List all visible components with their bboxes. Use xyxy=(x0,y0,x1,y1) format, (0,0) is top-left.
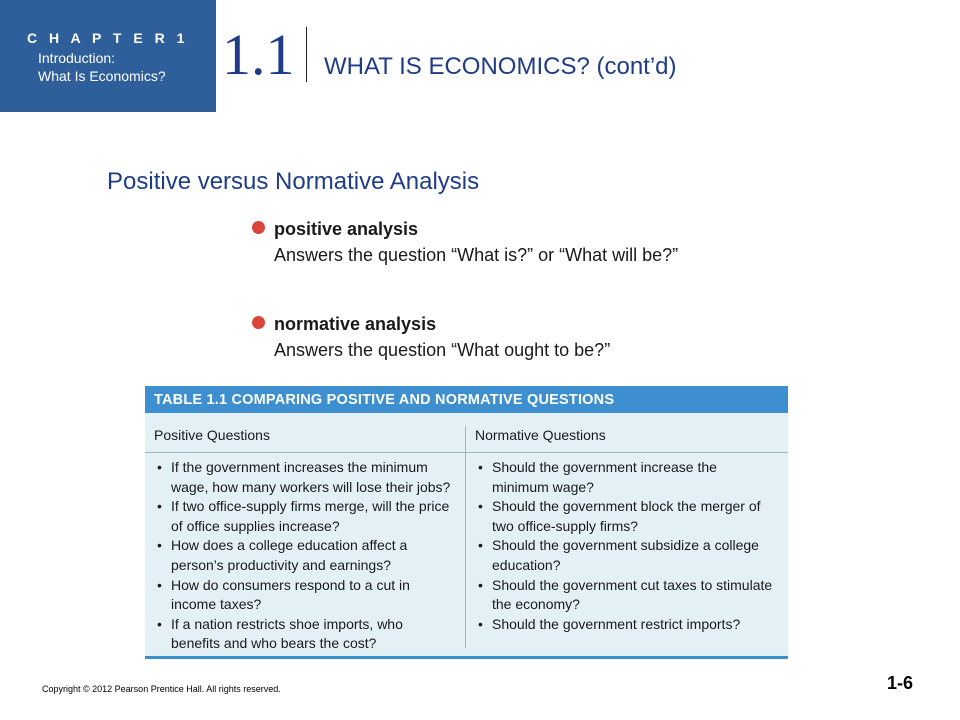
subheading: Positive versus Normative Analysis xyxy=(107,168,480,195)
list-item: • Should the government increase the minimum wage? xyxy=(475,458,775,497)
list-item: • Should the government cut taxes to stimulate the economy? xyxy=(475,576,775,615)
bullet-dot-icon xyxy=(252,221,265,234)
positive-questions-list xyxy=(154,458,454,654)
column-divider xyxy=(465,426,466,648)
chapter-subtitle-line-1: Introduction: xyxy=(38,50,116,66)
header-rule xyxy=(145,452,788,453)
table-title: TABLE 1.1 COMPARING POSITIVE AND NORMATIVE QUESTIONS xyxy=(154,392,615,408)
column-header-normative: Normative Questions xyxy=(475,427,606,443)
copyright-notice: Copyright © 2012 Pearson Prentice Hall. All rights reserved. xyxy=(42,684,281,694)
title-divider xyxy=(306,27,307,82)
chapter-label: C H A P T E R 1 xyxy=(27,30,189,46)
list-item: • If a nation restricts shoe imports, who benefits and who bears the cost? xyxy=(154,615,454,654)
list-item: • How do consumers respond to a cut in income taxes? xyxy=(154,576,454,615)
normative-questions-list xyxy=(475,458,775,634)
slide-title: WHAT IS ECONOMICS? (cont’d) xyxy=(324,53,677,80)
bullet-term: positive analysis xyxy=(274,219,419,239)
chapter-box xyxy=(0,0,216,112)
bullet-definition: Answers the question “What ought to be?” xyxy=(274,340,611,360)
list-item: • Should the government block the merger of two office-supply firms? xyxy=(475,497,775,536)
chapter-subtitle-line-2: What Is Economics? xyxy=(38,68,166,84)
bullet-term: normative analysis xyxy=(274,314,437,334)
list-item: • How does a college education affect a person’s productivity and earnings? xyxy=(154,536,454,575)
list-item: • If the government increases the minimum wage, how many workers will lose their jobs? xyxy=(154,458,454,497)
page-number: 1-6 xyxy=(887,673,914,693)
table-bottom-rule xyxy=(145,656,788,659)
bullet-dot-icon xyxy=(252,316,265,329)
comparison-table xyxy=(145,386,788,659)
bullet-definition: Answers the question “What is?” or “What will be?” xyxy=(274,245,679,265)
list-item: • If two office-supply firms merge, will the price of office supplies increase? xyxy=(154,497,454,536)
list-item: • Should the government restrict imports? xyxy=(475,615,775,635)
section-number: 1.1 xyxy=(222,22,295,87)
table-header xyxy=(145,386,788,413)
chapter-subtitle xyxy=(38,49,166,85)
list-item: • Should the government subsidize a college education? xyxy=(475,536,775,575)
column-header-positive: Positive Questions xyxy=(154,427,270,443)
